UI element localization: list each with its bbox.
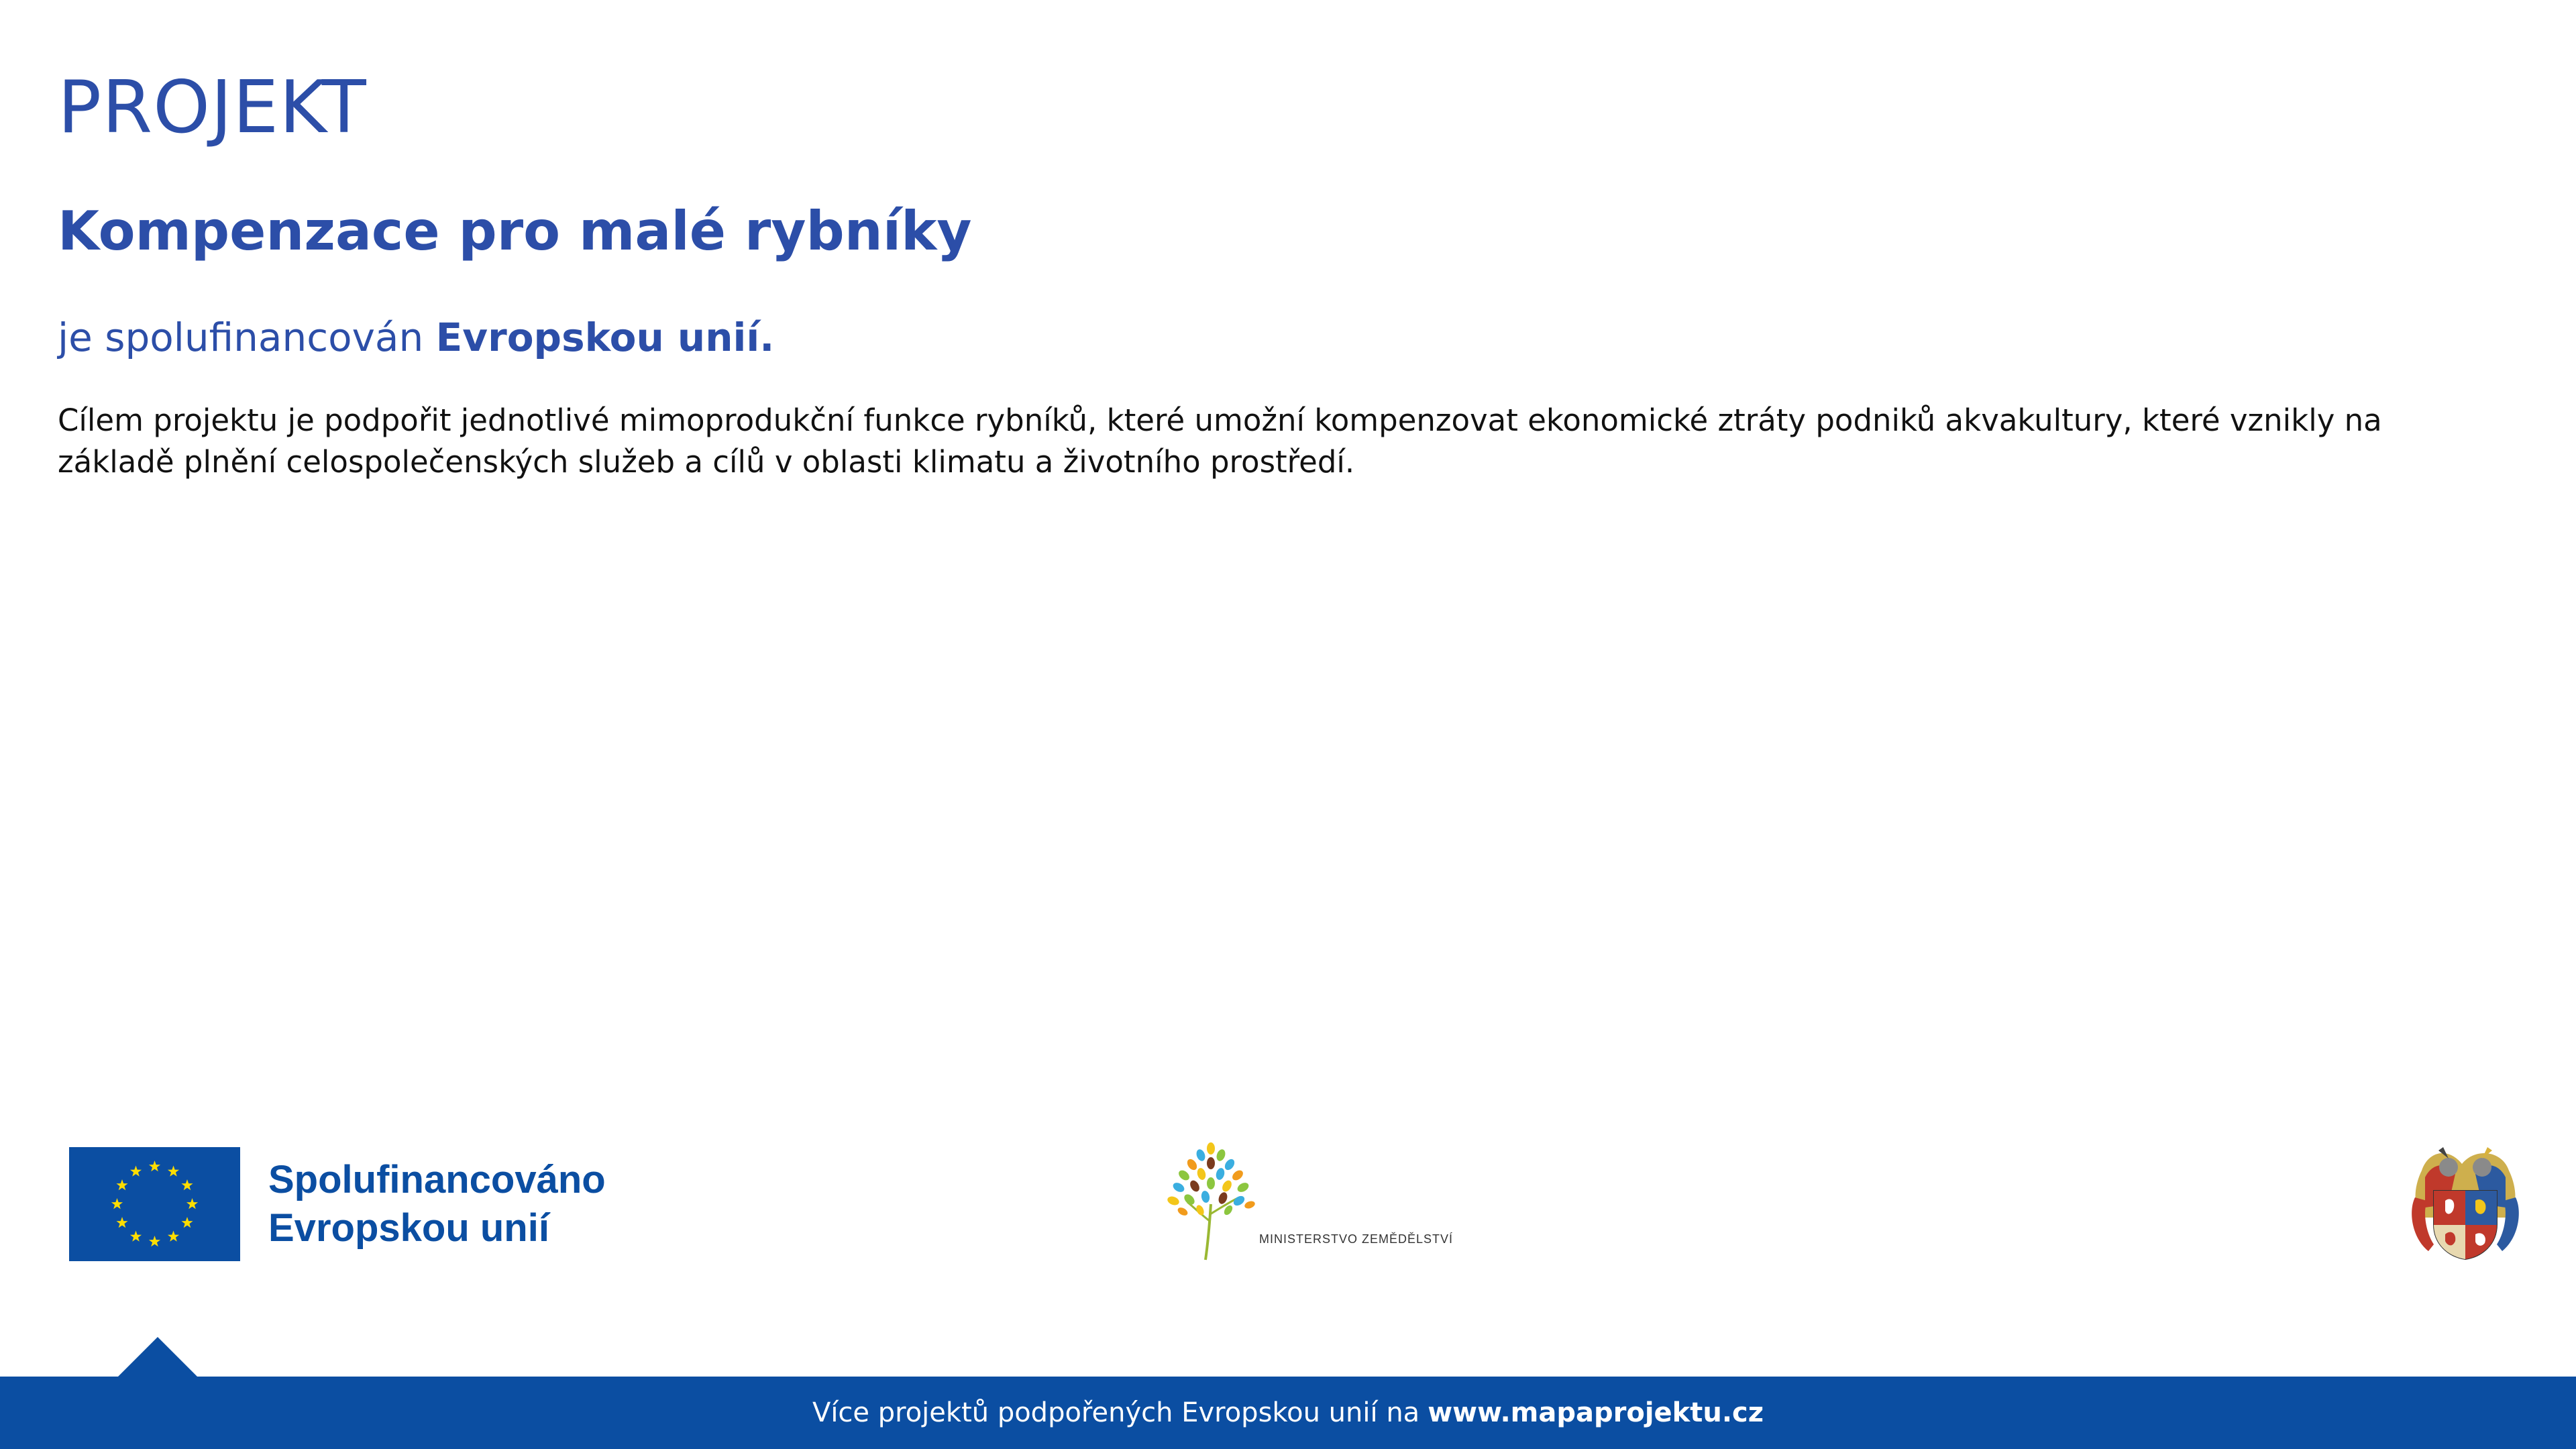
eu-star-icon (181, 1217, 193, 1228)
cofinanced-line (58, 312, 774, 363)
eu-star-icon (168, 1166, 179, 1177)
cofinanced-prefix: je spolufinancován (58, 315, 424, 360)
ministry-logo (1164, 1140, 1453, 1261)
eu-star-icon (116, 1217, 127, 1228)
eu-star-icon (130, 1231, 142, 1242)
footer-text: Více projektů podpořených Evropskou unií na (812, 1397, 1420, 1428)
footer-bar (0, 1377, 2576, 1449)
eu-cofinanced-logo (69, 1147, 606, 1261)
tree-icon (1164, 1140, 1258, 1261)
eu-star-icon (186, 1198, 198, 1209)
cofinanced-eu: Evropskou unií. (435, 315, 775, 360)
eu-flag-icon (69, 1147, 240, 1261)
coat-of-arms-icon (2408, 1144, 2522, 1264)
eu-star-icon (181, 1179, 193, 1190)
eu-star-icon (116, 1179, 127, 1190)
eu-logo-line2: Evropskou unií (268, 1206, 549, 1250)
eu-star-icon (130, 1166, 142, 1177)
page-kicker: PROJEKT (58, 66, 367, 150)
footer-notch (117, 1337, 198, 1377)
footer-link[interactable]: www.mapaprojektu.cz (1428, 1397, 1764, 1428)
eu-star-icon (111, 1198, 123, 1209)
project-title: Kompenzace pro malé rybníky (58, 200, 972, 262)
eu-star-icon (149, 1161, 160, 1171)
eu-star-icon (149, 1236, 160, 1246)
eu-star-icon (168, 1231, 179, 1242)
eu-logo-line1: Spolufinancováno (268, 1158, 606, 1201)
eu-logo-text (268, 1156, 606, 1252)
ministry-label: MINISTERSTVO ZEMĚDĚLSTVÍ (1259, 1232, 1454, 1246)
project-description: Cílem projektu je podpořit jednotlivé mimoprodukční funkce rybníků, které umožní kompenzovat ekonomické ztráty podniků akvakultury, které vznikly na základě plnění celospolečenských služeb a cílů v oblasti klimatu a životního prostředí. (58, 402, 2382, 480)
